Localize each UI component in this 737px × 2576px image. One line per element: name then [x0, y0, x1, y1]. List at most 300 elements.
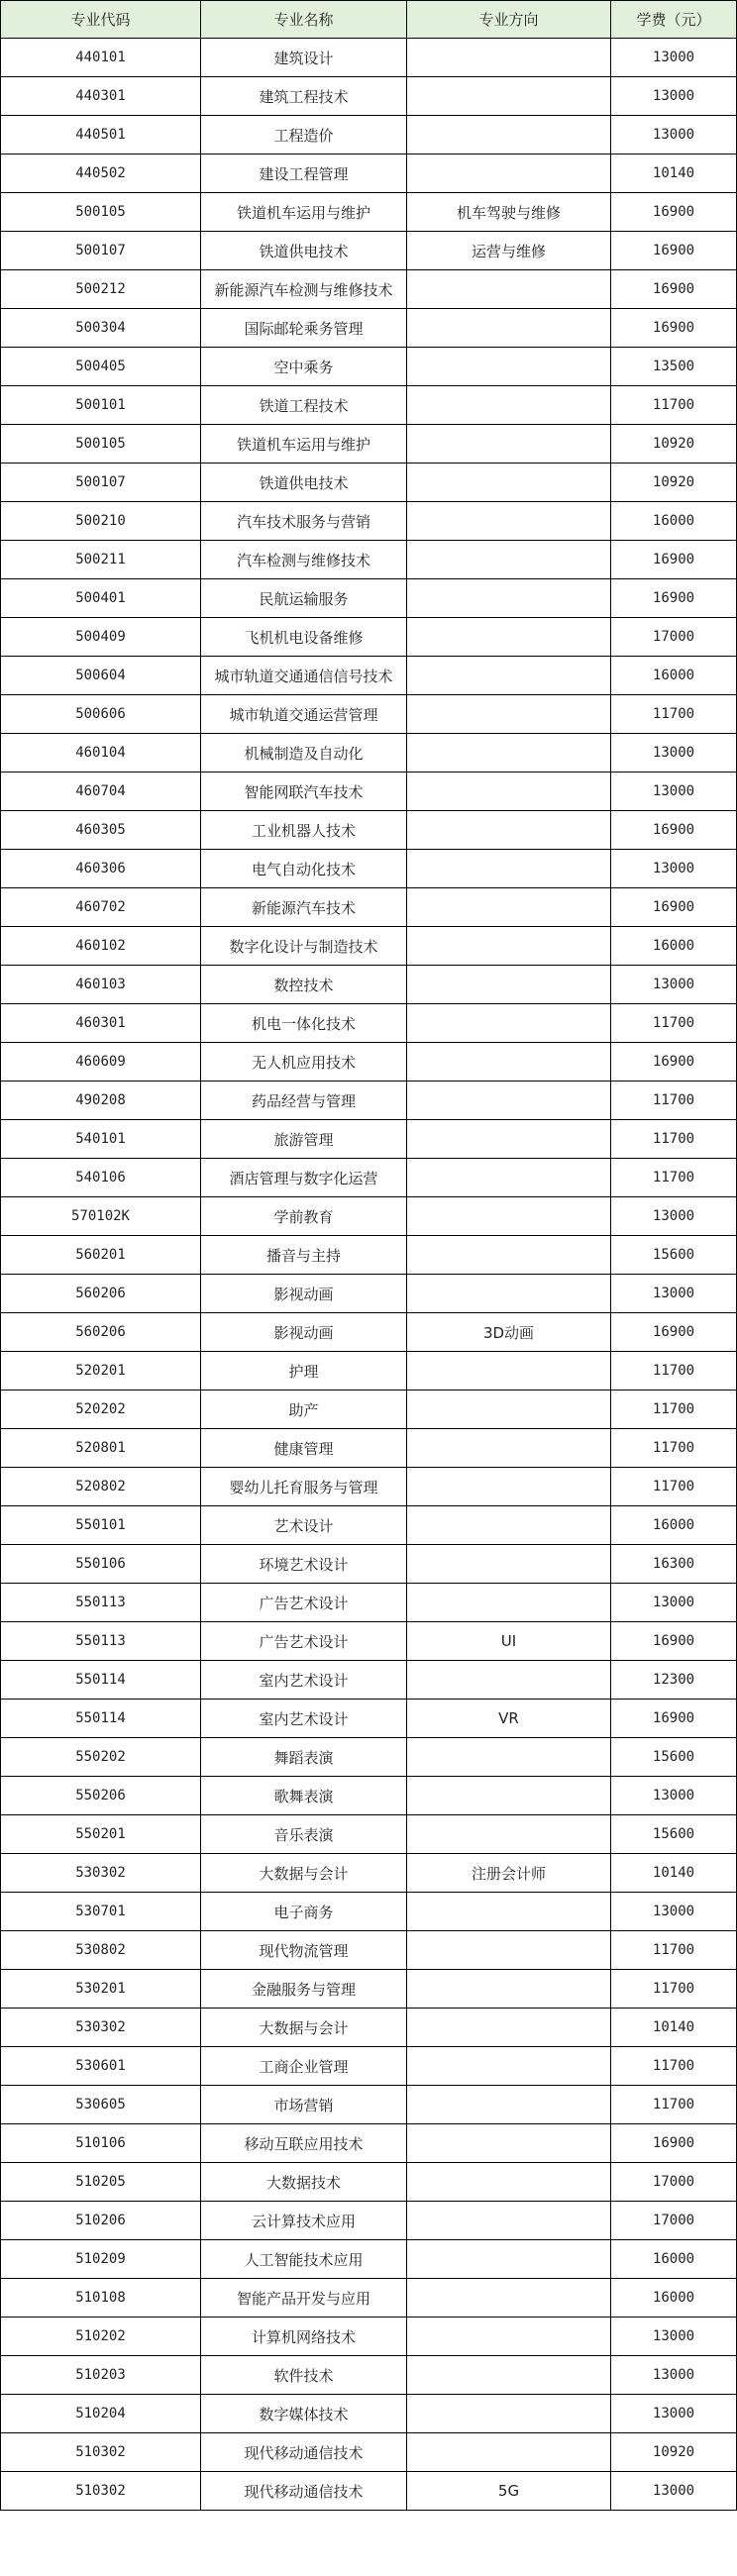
major-direction-cell [407, 2163, 611, 2202]
major-name-cell: 广告艺术设计 [201, 1622, 407, 1661]
major-code-cell: 530701 [1, 1893, 201, 1931]
major-direction-cell [407, 850, 611, 888]
table-row [1, 1468, 737, 1506]
major-code-cell: 520801 [1, 1429, 201, 1468]
major-name-cell: 工业机器人技术 [201, 811, 407, 850]
major-name-cell: 现代移动通信技术 [201, 2472, 407, 2511]
major-direction-cell [407, 579, 611, 618]
major-code-cell: 510203 [1, 2356, 201, 2395]
table-row [1, 348, 737, 386]
table-row [1, 1777, 737, 1815]
table-row [1, 2318, 737, 2356]
major-code-cell: 560206 [1, 1313, 201, 1352]
tuition-cell: 16300 [611, 1545, 737, 1584]
table-row [1, 2163, 737, 2202]
tuition-cell: 16900 [611, 1622, 737, 1661]
major-name-cell: 健康管理 [201, 1429, 407, 1468]
major-code-cell: 520802 [1, 1468, 201, 1506]
major-name-cell: 民航运输服务 [201, 579, 407, 618]
major-code-cell: 530302 [1, 2009, 201, 2047]
table-row [1, 1970, 737, 2009]
major-code-cell: 500105 [1, 425, 201, 464]
header-tuition: 学费（元） [611, 1, 737, 39]
major-name-cell: 数控技术 [201, 966, 407, 1004]
major-direction-cell [407, 348, 611, 386]
tuition-cell: 13000 [611, 1777, 737, 1815]
major-name-cell: 机电一体化技术 [201, 1004, 407, 1043]
tuition-cell: 15600 [611, 1236, 737, 1275]
table-row [1, 77, 737, 116]
major-direction-cell: 注册会计师 [407, 1854, 611, 1893]
major-name-cell: 酒店管理与数字化运营 [201, 1159, 407, 1197]
tuition-cell: 11700 [611, 1468, 737, 1506]
major-direction-cell [407, 2433, 611, 2472]
major-code-cell: 510302 [1, 2472, 201, 2511]
tuition-cell: 13000 [611, 773, 737, 811]
major-name-cell: 大数据技术 [201, 2163, 407, 2202]
table-row [1, 773, 737, 811]
tuition-cell: 13000 [611, 1584, 737, 1622]
tuition-cell: 11700 [611, 1082, 737, 1120]
table-row [1, 1700, 737, 1738]
major-name-cell: 现代移动通信技术 [201, 2433, 407, 2472]
table-row [1, 734, 737, 773]
major-direction-cell [407, 1004, 611, 1043]
major-name-cell: 铁道供电技术 [201, 464, 407, 502]
table-row [1, 695, 737, 734]
major-name-cell: 金融服务与管理 [201, 1970, 407, 2009]
table-row [1, 193, 737, 232]
major-direction-cell [407, 1545, 611, 1584]
major-name-cell: 软件技术 [201, 2356, 407, 2395]
major-direction-cell: 3D动画 [407, 1313, 611, 1352]
major-code-cell: 530302 [1, 1854, 201, 1893]
major-direction-cell [407, 1391, 611, 1429]
major-direction-cell [407, 425, 611, 464]
table-row [1, 1738, 737, 1777]
table-body [1, 39, 737, 2511]
tuition-cell: 13000 [611, 2472, 737, 2511]
major-direction-cell [407, 270, 611, 309]
major-direction-cell [407, 2086, 611, 2124]
table-row [1, 811, 737, 850]
major-name-cell: 护理 [201, 1352, 407, 1391]
tuition-cell: 16000 [611, 2240, 737, 2279]
major-code-cell: 460609 [1, 1043, 201, 1082]
tuition-cell: 13000 [611, 850, 737, 888]
major-direction-cell [407, 811, 611, 850]
major-name-cell: 机械制造及自动化 [201, 734, 407, 773]
major-direction-cell: 运营与维修 [407, 232, 611, 270]
tuition-cell: 13000 [611, 1275, 737, 1313]
major-direction-cell [407, 1082, 611, 1120]
major-direction-cell [407, 386, 611, 425]
major-name-cell: 汽车技术服务与营销 [201, 502, 407, 541]
table-row [1, 2356, 737, 2395]
table-row [1, 1545, 737, 1584]
tuition-cell: 11700 [611, 1391, 737, 1429]
major-name-cell: 人工智能技术应用 [201, 2240, 407, 2279]
tuition-cell: 10920 [611, 2433, 737, 2472]
major-name-cell: 新能源汽车检测与维修技术 [201, 270, 407, 309]
major-name-cell: 学前教育 [201, 1197, 407, 1236]
major-name-cell: 计算机网络技术 [201, 2318, 407, 2356]
major-code-cell: 440502 [1, 155, 201, 193]
major-direction-cell [407, 695, 611, 734]
major-name-cell: 工商企业管理 [201, 2047, 407, 2086]
table-row [1, 850, 737, 888]
major-direction-cell [407, 1931, 611, 1970]
major-code-cell: 530201 [1, 1970, 201, 2009]
major-name-cell: 飞机机电设备维修 [201, 618, 407, 657]
tuition-cell: 11700 [611, 1004, 737, 1043]
major-direction-cell [407, 2279, 611, 2318]
tuition-cell: 10140 [611, 2009, 737, 2047]
major-direction-cell [407, 657, 611, 695]
tuition-cell: 16900 [611, 270, 737, 309]
major-code-cell: 460102 [1, 927, 201, 966]
major-direction-cell [407, 1275, 611, 1313]
table-row [1, 1043, 737, 1082]
tuition-cell: 16900 [611, 309, 737, 348]
tuition-cell: 16900 [611, 811, 737, 850]
major-name-cell: 环境艺术设计 [201, 1545, 407, 1584]
table-row [1, 1429, 737, 1468]
major-code-cell: 570102K [1, 1197, 201, 1236]
major-code-cell: 500409 [1, 618, 201, 657]
tuition-cell: 11700 [611, 1931, 737, 1970]
tuition-cell: 10920 [611, 425, 737, 464]
header-major-name: 专业名称 [201, 1, 407, 39]
major-code-cell: 460704 [1, 773, 201, 811]
major-direction-cell: 机车驾驶与维修 [407, 193, 611, 232]
major-name-cell: 音乐表演 [201, 1815, 407, 1854]
table-row [1, 657, 737, 695]
tuition-cell: 13000 [611, 39, 737, 77]
major-direction-cell [407, 77, 611, 116]
major-code-cell: 530601 [1, 2047, 201, 2086]
major-code-cell: 520202 [1, 1391, 201, 1429]
table-row [1, 2047, 737, 2086]
table-row [1, 927, 737, 966]
major-name-cell: 建筑工程技术 [201, 77, 407, 116]
tuition-cell: 11700 [611, 386, 737, 425]
major-direction-cell [407, 773, 611, 811]
major-direction-cell [407, 734, 611, 773]
major-name-cell: 铁道机车运用与维护 [201, 193, 407, 232]
table-row [1, 579, 737, 618]
major-direction-cell [407, 464, 611, 502]
major-name-cell: 现代物流管理 [201, 1931, 407, 1970]
major-code-cell: 510209 [1, 2240, 201, 2279]
tuition-cell: 11700 [611, 1120, 737, 1159]
major-name-cell: 歌舞表演 [201, 1777, 407, 1815]
major-code-cell: 440301 [1, 77, 201, 116]
major-direction-cell [407, 1584, 611, 1622]
major-code-cell: 500401 [1, 579, 201, 618]
tuition-cell: 17000 [611, 618, 737, 657]
major-code-cell: 550114 [1, 1661, 201, 1700]
table-row [1, 1004, 737, 1043]
major-direction-cell [407, 2356, 611, 2395]
major-code-cell: 510302 [1, 2433, 201, 2472]
tuition-cell: 16900 [611, 232, 737, 270]
table-row [1, 1815, 737, 1854]
major-name-cell: 铁道工程技术 [201, 386, 407, 425]
major-code-cell: 550202 [1, 1738, 201, 1777]
major-code-cell: 530802 [1, 1931, 201, 1970]
table-row [1, 1584, 737, 1622]
major-name-cell: 旅游管理 [201, 1120, 407, 1159]
major-code-cell: 500107 [1, 232, 201, 270]
tuition-cell: 13000 [611, 116, 737, 155]
major-code-cell: 460103 [1, 966, 201, 1004]
tuition-cell: 10140 [611, 155, 737, 193]
table-row [1, 386, 737, 425]
major-code-cell: 500210 [1, 502, 201, 541]
major-name-cell: 数字化设计与制造技术 [201, 927, 407, 966]
major-name-cell: 艺术设计 [201, 1506, 407, 1545]
major-direction-cell [407, 1429, 611, 1468]
major-code-cell: 460305 [1, 811, 201, 850]
tuition-cell: 13000 [611, 2356, 737, 2395]
tuition-cell: 16000 [611, 502, 737, 541]
major-code-cell: 500107 [1, 464, 201, 502]
major-direction-cell [407, 1777, 611, 1815]
major-name-cell: 铁道供电技术 [201, 232, 407, 270]
table-row [1, 1622, 737, 1661]
table-row [1, 2433, 737, 2472]
tuition-cell: 13000 [611, 1197, 737, 1236]
major-name-cell: 助产 [201, 1391, 407, 1429]
major-direction-cell [407, 1159, 611, 1197]
major-code-cell: 550206 [1, 1777, 201, 1815]
tuition-cell: 13500 [611, 348, 737, 386]
major-direction-cell: 5G [407, 2472, 611, 2511]
table-row [1, 1197, 737, 1236]
major-name-cell: 大数据与会计 [201, 2009, 407, 2047]
major-name-cell: 移动互联应用技术 [201, 2124, 407, 2163]
tuition-cell: 12300 [611, 1661, 737, 1700]
table-row [1, 966, 737, 1004]
major-code-cell: 500105 [1, 193, 201, 232]
table-row [1, 2279, 737, 2318]
major-direction-cell [407, 2202, 611, 2240]
major-direction-cell [407, 541, 611, 579]
major-code-cell: 540101 [1, 1120, 201, 1159]
table-row [1, 232, 737, 270]
tuition-cell: 16000 [611, 927, 737, 966]
tuition-cell: 10140 [611, 1854, 737, 1893]
tuition-cell: 10920 [611, 464, 737, 502]
tuition-cell: 13000 [611, 77, 737, 116]
major-name-cell: 舞蹈表演 [201, 1738, 407, 1777]
major-direction-cell [407, 1468, 611, 1506]
major-direction-cell [407, 618, 611, 657]
table-row [1, 1661, 737, 1700]
major-code-cell: 550113 [1, 1584, 201, 1622]
table-row [1, 1120, 737, 1159]
major-name-cell: 国际邮轮乘务管理 [201, 309, 407, 348]
major-direction-cell [407, 1815, 611, 1854]
header-major-direction: 专业方向 [407, 1, 611, 39]
tuition-cell: 16900 [611, 1313, 737, 1352]
major-name-cell: 大数据与会计 [201, 1854, 407, 1893]
table-row [1, 1506, 737, 1545]
major-name-cell: 云计算技术应用 [201, 2202, 407, 2240]
major-name-cell: 建设工程管理 [201, 155, 407, 193]
tuition-cell: 13000 [611, 734, 737, 773]
table-row [1, 1854, 737, 1893]
table-row [1, 502, 737, 541]
major-direction-cell [407, 1506, 611, 1545]
major-name-cell: 新能源汽车技术 [201, 888, 407, 927]
table-row [1, 309, 737, 348]
major-code-cell: 490208 [1, 1082, 201, 1120]
major-code-cell: 560201 [1, 1236, 201, 1275]
table-row [1, 39, 737, 77]
table-row [1, 270, 737, 309]
major-code-cell: 550113 [1, 1622, 201, 1661]
major-direction-cell [407, 502, 611, 541]
tuition-cell: 13000 [611, 966, 737, 1004]
major-code-cell: 560206 [1, 1275, 201, 1313]
table-row [1, 2472, 737, 2511]
tuition-cell: 16000 [611, 2279, 737, 2318]
table-header [1, 1, 737, 39]
major-name-cell: 室内艺术设计 [201, 1661, 407, 1700]
tuition-cell: 17000 [611, 2202, 737, 2240]
table-row [1, 2202, 737, 2240]
major-code-cell: 530605 [1, 2086, 201, 2124]
major-name-cell: 智能产品开发与应用 [201, 2279, 407, 2318]
tuition-cell: 16900 [611, 541, 737, 579]
major-code-cell: 460702 [1, 888, 201, 927]
major-code-cell: 460104 [1, 734, 201, 773]
major-code-cell: 500212 [1, 270, 201, 309]
major-direction-cell [407, 2009, 611, 2047]
major-direction-cell [407, 1352, 611, 1391]
major-name-cell: 市场营销 [201, 2086, 407, 2124]
major-direction-cell [407, 2395, 611, 2433]
table-row [1, 2240, 737, 2279]
table-row [1, 116, 737, 155]
major-name-cell: 婴幼儿托育服务与管理 [201, 1468, 407, 1506]
major-direction-cell [407, 39, 611, 77]
table-row [1, 425, 737, 464]
major-code-cell: 440101 [1, 39, 201, 77]
major-code-cell: 510106 [1, 2124, 201, 2163]
major-direction-cell [407, 1120, 611, 1159]
major-code-cell: 550201 [1, 1815, 201, 1854]
major-code-cell: 440501 [1, 116, 201, 155]
table-row [1, 2009, 737, 2047]
table-row [1, 1893, 737, 1931]
tuition-cell: 11700 [611, 1159, 737, 1197]
tuition-cell: 16900 [611, 1700, 737, 1738]
tuition-cell: 16900 [611, 579, 737, 618]
table-row [1, 2086, 737, 2124]
major-code-cell: 500405 [1, 348, 201, 386]
major-name-cell: 影视动画 [201, 1313, 407, 1352]
major-code-cell: 500304 [1, 309, 201, 348]
major-code-cell: 500606 [1, 695, 201, 734]
table-row [1, 2124, 737, 2163]
major-code-cell: 520201 [1, 1352, 201, 1391]
table-row [1, 618, 737, 657]
major-direction-cell [407, 116, 611, 155]
major-name-cell: 药品经营与管理 [201, 1082, 407, 1120]
major-code-cell: 510205 [1, 2163, 201, 2202]
major-name-cell: 智能网联汽车技术 [201, 773, 407, 811]
major-name-cell: 广告艺术设计 [201, 1584, 407, 1622]
tuition-cell: 16900 [611, 193, 737, 232]
major-name-cell: 电子商务 [201, 1893, 407, 1931]
major-code-cell: 510204 [1, 2395, 201, 2433]
major-name-cell: 室内艺术设计 [201, 1700, 407, 1738]
table-row [1, 1275, 737, 1313]
major-code-cell: 550106 [1, 1545, 201, 1584]
table-row [1, 1236, 737, 1275]
major-code-cell: 550101 [1, 1506, 201, 1545]
major-direction-cell [407, 2318, 611, 2356]
table-row [1, 1352, 737, 1391]
header-row [1, 1, 737, 39]
table-row [1, 888, 737, 927]
major-direction-cell [407, 2240, 611, 2279]
tuition-cell: 11700 [611, 1352, 737, 1391]
major-code-cell: 510202 [1, 2318, 201, 2356]
major-direction-cell [407, 2124, 611, 2163]
major-direction-cell [407, 1970, 611, 2009]
major-direction-cell [407, 888, 611, 927]
tuition-cell: 11700 [611, 2047, 737, 2086]
major-code-cell: 510206 [1, 2202, 201, 2240]
major-name-cell: 无人机应用技术 [201, 1043, 407, 1082]
major-name-cell: 电气自动化技术 [201, 850, 407, 888]
tuition-cell: 11700 [611, 1970, 737, 2009]
major-code-cell: 550114 [1, 1700, 201, 1738]
major-name-cell: 建筑设计 [201, 39, 407, 77]
tuition-cell: 16900 [611, 1043, 737, 1082]
major-code-cell: 500211 [1, 541, 201, 579]
major-name-cell: 铁道机车运用与维护 [201, 425, 407, 464]
major-direction-cell [407, 966, 611, 1004]
tuition-cell: 16000 [611, 657, 737, 695]
major-name-cell: 城市轨道交通运营管理 [201, 695, 407, 734]
tuition-cell: 16000 [611, 1506, 737, 1545]
table-row [1, 1313, 737, 1352]
major-direction-cell [407, 2047, 611, 2086]
major-name-cell: 数字媒体技术 [201, 2395, 407, 2433]
major-code-cell: 460301 [1, 1004, 201, 1043]
major-name-cell: 空中乘务 [201, 348, 407, 386]
major-direction-cell [407, 309, 611, 348]
table-row [1, 1082, 737, 1120]
major-name-cell: 汽车检测与维修技术 [201, 541, 407, 579]
major-direction-cell: VR [407, 1700, 611, 1738]
major-name-cell: 播音与主持 [201, 1236, 407, 1275]
header-major-code: 专业代码 [1, 1, 201, 39]
major-direction-cell [407, 1738, 611, 1777]
table-row [1, 1391, 737, 1429]
tuition-cell: 13000 [611, 1893, 737, 1931]
major-code-cell: 500101 [1, 386, 201, 425]
major-code-cell: 510108 [1, 2279, 201, 2318]
major-direction-cell [407, 1197, 611, 1236]
tuition-cell: 11700 [611, 1429, 737, 1468]
major-direction-cell [407, 1893, 611, 1931]
